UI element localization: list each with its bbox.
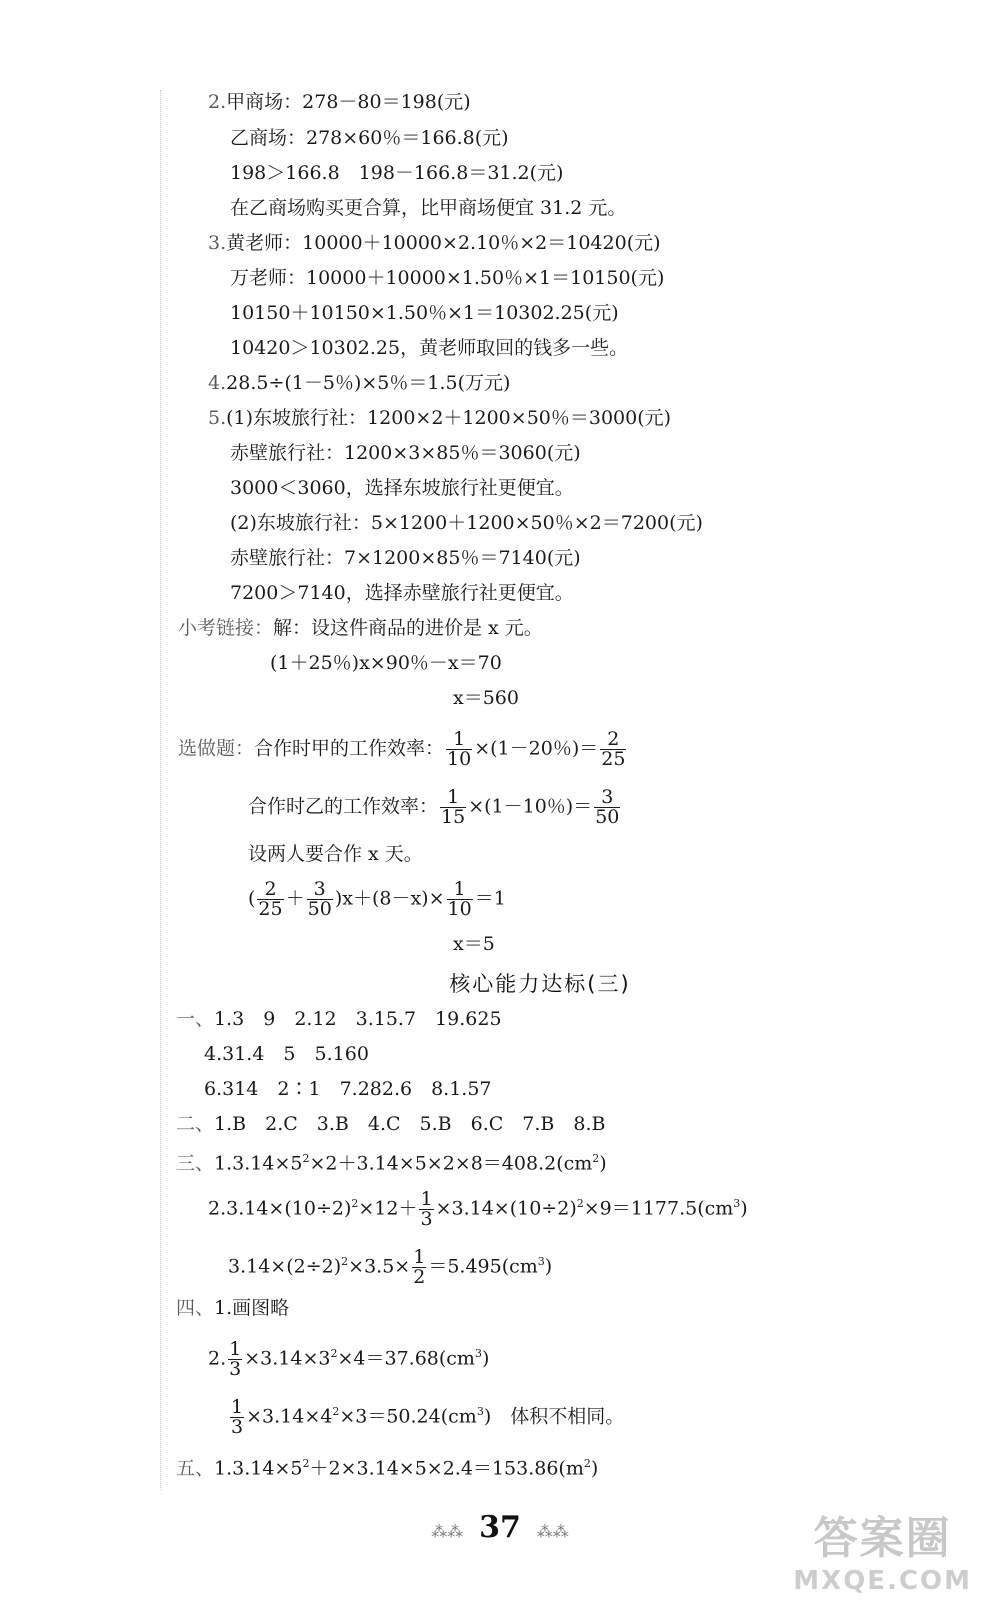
answer-line: 二、1.B 2.C 3.B 4.C 5.B 6.C 7.B 8.B: [176, 1113, 606, 1135]
fraction: $\frac{1}{15}$: [441, 786, 466, 828]
equation-line: $\frac{1}{3}$ $\times 3.14\times 4^2\times 3=50.24(cm^3)$ 体积不相同。: [231, 1396, 625, 1438]
answer-line: 三、$1.3.14\times 5^2\times 2+3.14\times 5\times 2\times 8=408.2(cm^2)$: [176, 1152, 607, 1175]
answer-line: 选做题：合作时甲的工作效率： $\frac{1}{10}$ ×(1－20％)＝ $\frac{2}{25}$: [178, 728, 626, 770]
answer-line: (2)东坡旅行社：5×1200＋1200×50％×2＝7200(元): [230, 512, 703, 534]
answer-line: 乙商场：278×60％＝166.8(元): [230, 127, 509, 149]
answer-line: 6.314 2∶1 7.282.6 8.1.57: [204, 1078, 492, 1100]
answer-line: 五、$1.3.14\times 5^2+2\times 3.14\times 5\times 2.4=153.86(m^2)$: [176, 1457, 599, 1480]
answer-line: 小考链接：解：设这件商品的进价是 x 元。: [178, 617, 543, 639]
answer-line: 赤壁旅行社：1200×3×85％＝3060(元): [230, 442, 581, 464]
fraction: $\frac{1}{3}$: [420, 1188, 433, 1230]
margin-rule: [160, 90, 161, 1490]
answer-line: 10150＋10150×1.50％×1＝10302.25(元): [230, 302, 619, 324]
watermark-logo: [793, 1502, 972, 1596]
answer-line: 万老师：10000＋10000×1.50％×1＝10150(元): [230, 267, 665, 289]
equation-line: x＝560: [453, 687, 519, 709]
section-heading: 核心能力达标(三): [449, 972, 631, 996]
answer-line: 3.黄老师：10000＋10000×2.10％×2＝10420(元): [208, 232, 661, 254]
equation-line: ( $\frac{2}{25}$ ＋ $\frac{3}{50}$ )x＋(8－x)× $\frac{1}{10}$ ＝1: [248, 878, 506, 920]
fraction: $\frac{2}{25}$: [601, 728, 626, 770]
footer-ornament-left: ⁂⁂: [431, 1522, 464, 1541]
answer-line: 四、1.画图略: [176, 1297, 290, 1319]
answer-line: 3000＜3060，选择东坡旅行社更便宜。: [230, 477, 574, 499]
equation-line: x＝5: [453, 933, 495, 955]
equation-line: 2. $\frac{1}{3}$ $\times 3.14\times 3^2\times 4=37.68(cm^3)$: [208, 1338, 490, 1380]
answer-line: 10420＞10302.25，黄老师取回的钱多一些。: [230, 337, 629, 359]
equation-line: (1＋25％)x×90％－x＝70: [270, 652, 502, 674]
answer-line: 2.甲商场：278－80＝198(元): [208, 91, 471, 113]
equation-line: $2.3.14\times(10\div 2)^2\times 12+$ $\frac{1}{3}$ $\times 3.14\times(10\div 2)^2\times 9=1177.5(cm^3)$: [208, 1188, 748, 1230]
answer-line: 赤壁旅行社：7×1200×85％＝7140(元): [230, 547, 581, 569]
fraction: $\frac{1}{3}$: [231, 1396, 244, 1438]
page-number: 37: [479, 1510, 521, 1545]
fraction: $\frac{2}{25}$: [258, 878, 283, 920]
answer-line: 7200＞7140，选择赤壁旅行社更便宜。: [230, 582, 574, 604]
fraction: $\frac{3}{50}$: [595, 786, 620, 828]
fraction: $\frac{1}{10}$: [447, 878, 472, 920]
footer-ornament-right: ⁂⁂: [536, 1522, 569, 1541]
watermark-title: 答案圈: [813, 1513, 952, 1564]
answer-line: 5.(1)东坡旅行社：1200×2＋1200×50％＝3000(元): [208, 407, 672, 429]
fraction: $\frac{1}{10}$: [447, 728, 472, 770]
answer-line: 在乙商场购买更合算，比甲商场便宜 31.2 元。: [230, 197, 627, 219]
answer-line: 4.31.4 5 5.160: [204, 1043, 369, 1065]
answer-line: 设两人要合作 x 天。: [248, 843, 423, 865]
answer-line: 4.28.5÷(1－5％)×5％＝1.5(万元): [208, 372, 511, 394]
answer-line: 合作时乙的工作效率： $\frac{1}{15}$ ×(1－10％)＝ $\frac{3}{50}$: [248, 786, 620, 828]
answer-line: 198＞166.8 198－166.8＝31.2(元): [230, 162, 564, 184]
equation-line: $3.14\times(2\div 2)^2\times 3.5\times$ $\frac{1}{2}$ $=5.495(cm^3)$: [228, 1246, 553, 1288]
fraction: $\frac{3}{50}$: [307, 878, 332, 920]
watermark-url: MXQE.COM: [793, 1566, 972, 1596]
fraction: $\frac{1}{2}$: [413, 1246, 426, 1288]
answer-line: 一、1.3 9 2.12 3.15.7 19.625: [176, 1008, 502, 1030]
fraction: $\frac{1}{3}$: [229, 1338, 242, 1380]
